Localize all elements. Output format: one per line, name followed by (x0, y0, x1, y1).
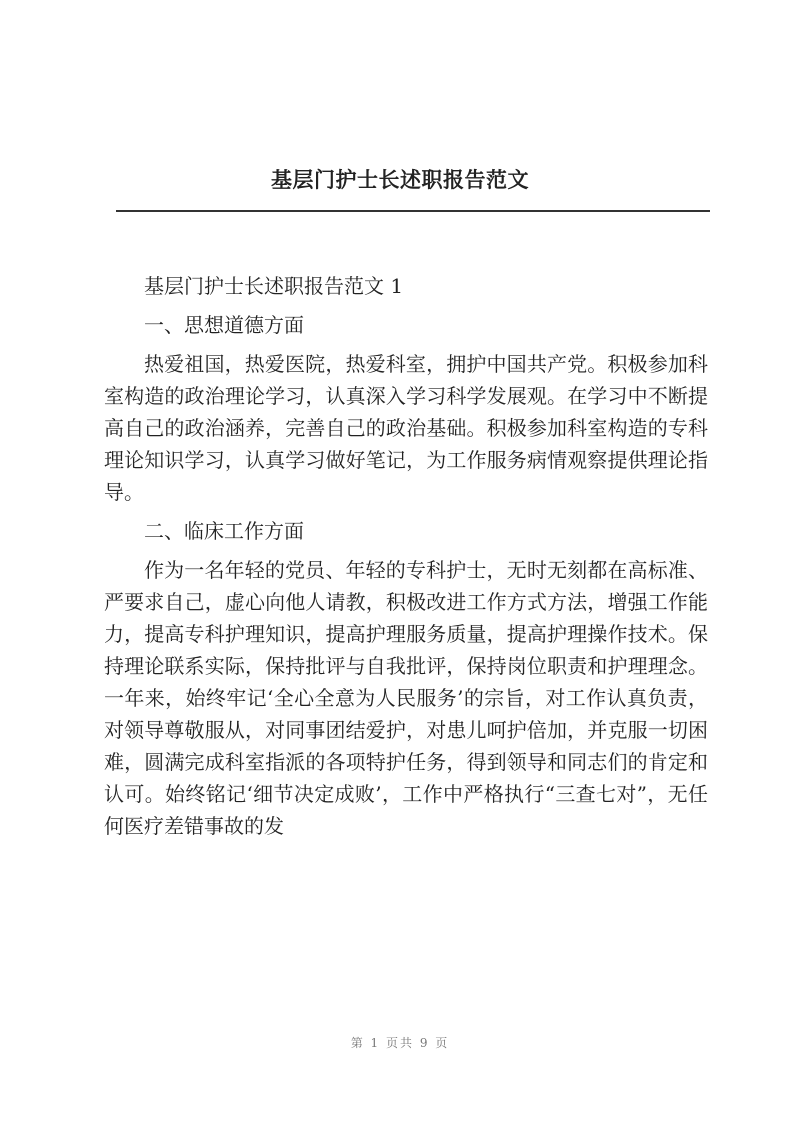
section-heading: 基层门护士长述职报告范文 1 (144, 274, 404, 298)
section-heading: 一、思想道德方面 (144, 313, 304, 337)
section-heading: 二、临床工作方面 (144, 519, 304, 543)
body-paragraph: 热爱祖国，热爱医院，热爱科室，拥护中国共产党。积极参加科室构造的政治理论学习，认真深入学习科学发展观。在学习中不断提高自己的政治涵养，完善自己的政治基础。积极参加科室构造的专科理论知识学习，认真学习做好笔记，为工作服务病情观察提供理论指导。 (104, 352, 708, 504)
document-title: 基层门护士长述职报告范文 (271, 167, 529, 192)
title-divider (116, 210, 710, 212)
document-body (104, 270, 708, 849)
body-paragraph: 作为一名年轻的党员、年轻的专科护士，无时无刻都在高标准、严要求自己，虚心向他人请教，积极改进工作方式方法，增强工作能力，提高专科护理知识，提高护理服务质量，提高护理操作技术。保持理论联系实际，保持批评与自我批评，保持岗位职责和护理理念。一年来，始终牢记‘全心全意为人民服务’的宗旨，对工作认真负责，对领导尊敬服从，对同事团结爱护，对患儿呵护倍加，并克服一切困难，圆满完成科室指派的各项特护任务，得到领导和同志们的肯定和认可。始终铭记‘细节决定成败’，工作中严格执行“三查七对”，无任何医疗差错事故的发 (104, 558, 708, 838)
page-number-footer: 第 1 页共 9 页 (350, 1036, 450, 1050)
